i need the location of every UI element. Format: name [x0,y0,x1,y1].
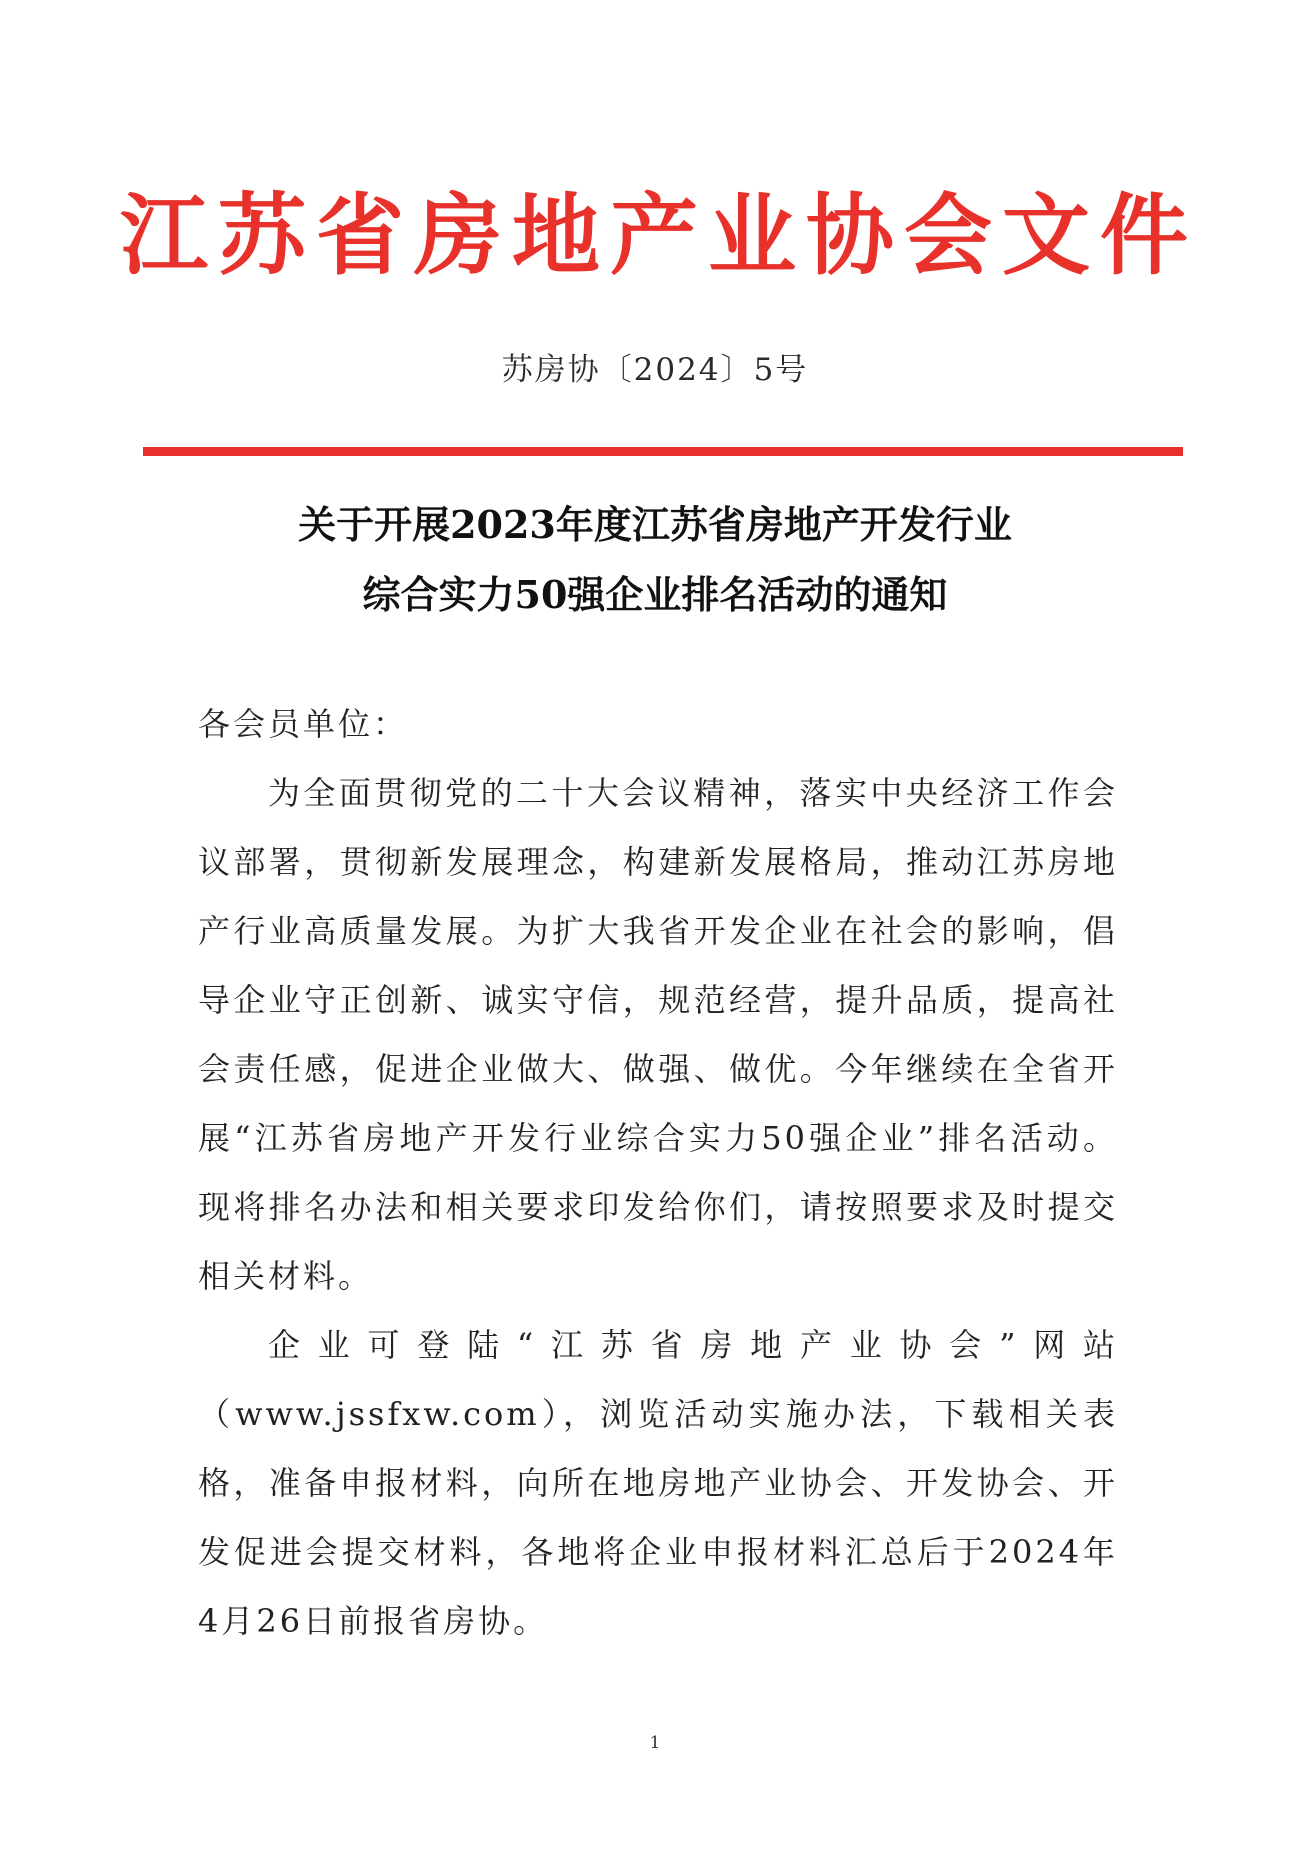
notice-title-line-2: 综合实力50强企业排名活动的通知 [362,572,948,617]
notice-title-line-1: 关于开展2023年度江苏省房地产开发行业 [298,502,1012,547]
salutation: 各会员单位： [198,705,409,743]
paragraph-1: 为全面贯彻党的二十大会议精神，落实中央经济工作会议部署，贯彻新发展理念，构建新发展格局，推动江苏房地产行业高质量发展。为扩大我省开发企业在社会的影响，倡导企业守正创新、诚实守信，规范经营，提升品质，提高社会责任感，促进企业做大、做强、做优。今年继续在全省开展“江苏省房地产开发行业综合实力50强企业”排名活动。现将排名办法和相关要求印发给你们，请按照要求及时提交相关材料。 [198,774,1118,1295]
red-divider-line [143,447,1183,456]
notice-title [0,490,1310,630]
notice-body [198,690,1118,1656]
document-number: 苏房协〔2024〕5号 [501,352,809,388]
page-number: 1 [649,1733,661,1753]
masthead-title: 江苏省房地产业协会文件 [120,183,1199,287]
paragraph-2: 企业可登陆“江苏省房地产业协会”网站（www.jssfxw.com），浏览活动实施办法，下载相关表格，准备申报材料，向所在地房地产业协会、开发协会、开发促进会提交材料，各地将企业申报材料汇总后于2024年4月26日前报省房协。 [198,1326,1118,1640]
